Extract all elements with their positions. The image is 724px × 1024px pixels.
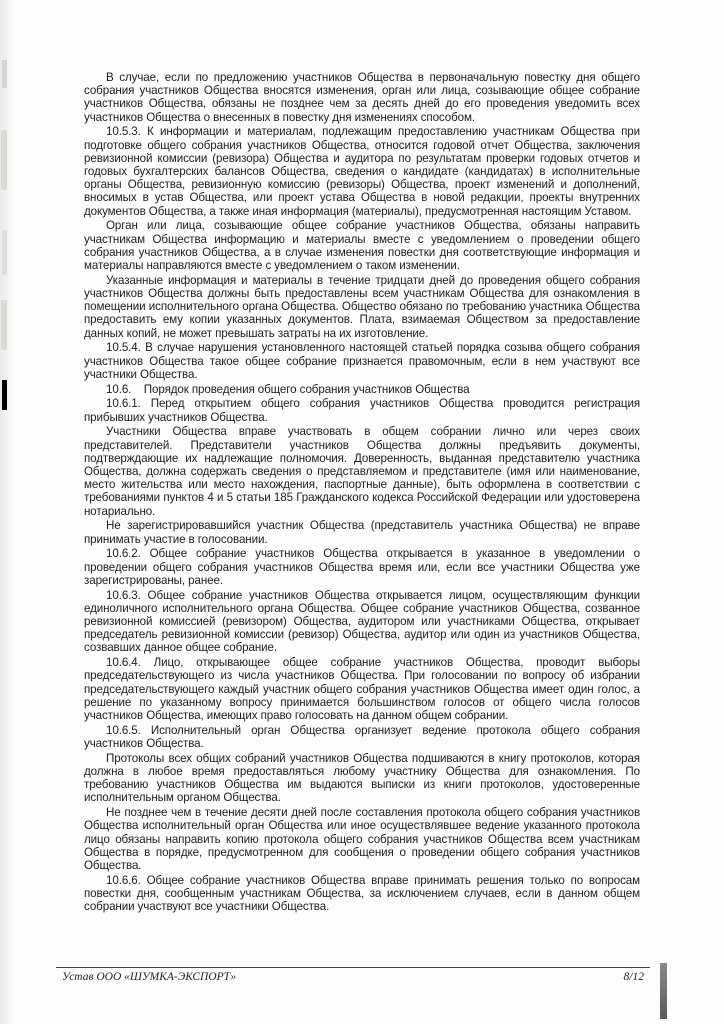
scan-edge-bar — [660, 963, 667, 1019]
paragraph: Не позднее чем в течение десяти дней после составления протокола общего собрания участников Общества исполнительный орган Общества или иное осуществлявшее ведение указанного протокола лицо обязаны направить копию протокола общего собрания участников Общества всем участникам Общества в порядке, предусмотренном для сообщения о проведении общего собрания участников Общества. — [84, 806, 640, 873]
paragraph: Протоколы всех общих собраний участников Общества подшиваются в книгу протоколов, которая должна в любое время предоставляться любому участнику Общества для ознакомления. По требованию участников Общества им выдаются выписки из книги протоколов, удостоверенные исполнительным органом Общества. — [84, 751, 640, 805]
paragraph: Участники Общества вправе участвовать в общем собрании лично или через своих представителей. Представители участников Общества должны предъявить документы, подтверждающие их надлежащие полномочия. Доверенность, выданная представителю участника Общества, должна содержать сведения о представляемом и представителе (имя или наименование, место жительства или место нахождения, паспортные данные), быть оформлена в соответствии с требованиями пунктов 4 и 5 статьи 185 Гражданского кодекса Российской Федерации или удостоверена нотариально. — [84, 425, 640, 518]
footer-document-title: Устав ООО «ШУМКА-ЭКСПОРТ» — [62, 971, 237, 983]
page-footer — [56, 967, 656, 987]
document-body — [84, 71, 640, 915]
paragraph: 10.6.5. Исполнительный орган Общества организует ведение протокола общего собрания участников Общества. — [84, 723, 640, 751]
paragraph: В случае, если по предложению участников Общества в первоначальную повестку дня общего собрания участников Общества вносятся изменения, орган или лица, созывающие общее собрание участников Общества, обязаны не позднее чем за десять дней до его проведения уведомить всех участников Общества о внесенных в повестку дня изменениях способом. — [84, 71, 640, 124]
paragraph: Орган или лица, созывающие общее собрание участников Общества, обязаны направить участникам Общества информацию и материалы вместе с уведомлением о проведении общего собрания участников Общества, а в случае изменения повестки дня соответствующие информация и материалы направляются вместе с уведомлением о таком изменении. — [84, 219, 640, 273]
paragraph: 10.6.6. Общее собрание участников Общества вправе принимать решения только по вопросам повестки дня, сообщенным участникам Общества, за исключением случаев, если в данном общем собрании участвуют все участники Общества. — [84, 873, 640, 914]
paragraph: 10.5.4. В случае нарушения установленного настоящей статьей порядка созыва общего собрания участников Общества такое общее собрание признается правомочным, если в нем участвуют все участники Общества. — [84, 341, 640, 381]
scan-edge-shadow — [0, 0, 14, 1024]
paragraph: Не зарегистрировавшийся участник Общества (представитель участника Общества) не вправе принимать участие в голосовании. — [84, 519, 640, 546]
scan-edge-marks — [0, 0, 12, 1024]
paragraph: 10.6.4. Лицо, открывающее общее собрание участников Общества, проводит выборы председательствующего из числа участников Общества. При голосовании по вопросу об избрании председательствующего каждый участник общего собрания участников Общества имеет один голос, а решение по указанному вопросу принимается большинством голосов от общего числа голосов участников Общества, имеющих право голосовать на данном общем собрании. — [84, 656, 640, 723]
footer-divider — [56, 967, 650, 968]
footer-page-number: 8/12 — [623, 971, 644, 983]
paragraph: 10.5.3. К информации и материалам, подлежащим предоставлению участникам Общества при подготовке общего собрания участников Общества, относится годовой отчет Общества, заключения ревизионной комиссии (ревизора) Общества и аудитора по результатам проверки годовых отчетов и годовых бухгалтерских балансов Общества, сведения о кандидате (кандидатах) в исполнительные органы Общества, ревизионную комиссию (ревизоры) Общества, проект изменений и дополнений, вносимых в устав Общества, или проект устава Общества в новой редакции, проекты внутренних документов Общества, а также иная информация (материалы), предусмотренная настоящим Уставом. — [84, 125, 640, 218]
section-heading: 10.6. Порядок проведения общего собрания участников Общества — [106, 382, 470, 396]
paragraph: 10.6.3. Общее собрание участников Общества открывается лицом, осуществляющим функции единоличного исполнительного органа Общества. Общее собрание участников Общества, созванное ревизионной комиссией (ревизором) Общества, аудитором или участниками Общества, открывает председатель ревизионной комиссии (ревизор) Общества, аудитор или один из участников Общества, созвавших данное общее собрание. — [84, 588, 640, 655]
paragraph: 10.6.1. Перед открытием общего собрания участников Общества проводится регистрация прибывших участников Общества. — [84, 397, 640, 424]
paragraph: 10.6.2. Общее собрание участников Общества открывается в указанное в уведомлении о проведении общего собрания участников Общества время или, если все участники Общества уже зарегистрированы, ранее. — [84, 547, 640, 587]
paragraph: Указанные информация и материалы в течение тридцати дней до проведения общего собрания участников Общества должны быть предоставлены всем участникам Общества для ознакомления в помещении исполнительного органа Общества. Общество обязано по требованию участника Общества предоставить ему копии указанных документов. Плата, взимаемая Обществом за предоставление данных копий, не может превышать затраты на их изготовление. — [84, 273, 640, 340]
